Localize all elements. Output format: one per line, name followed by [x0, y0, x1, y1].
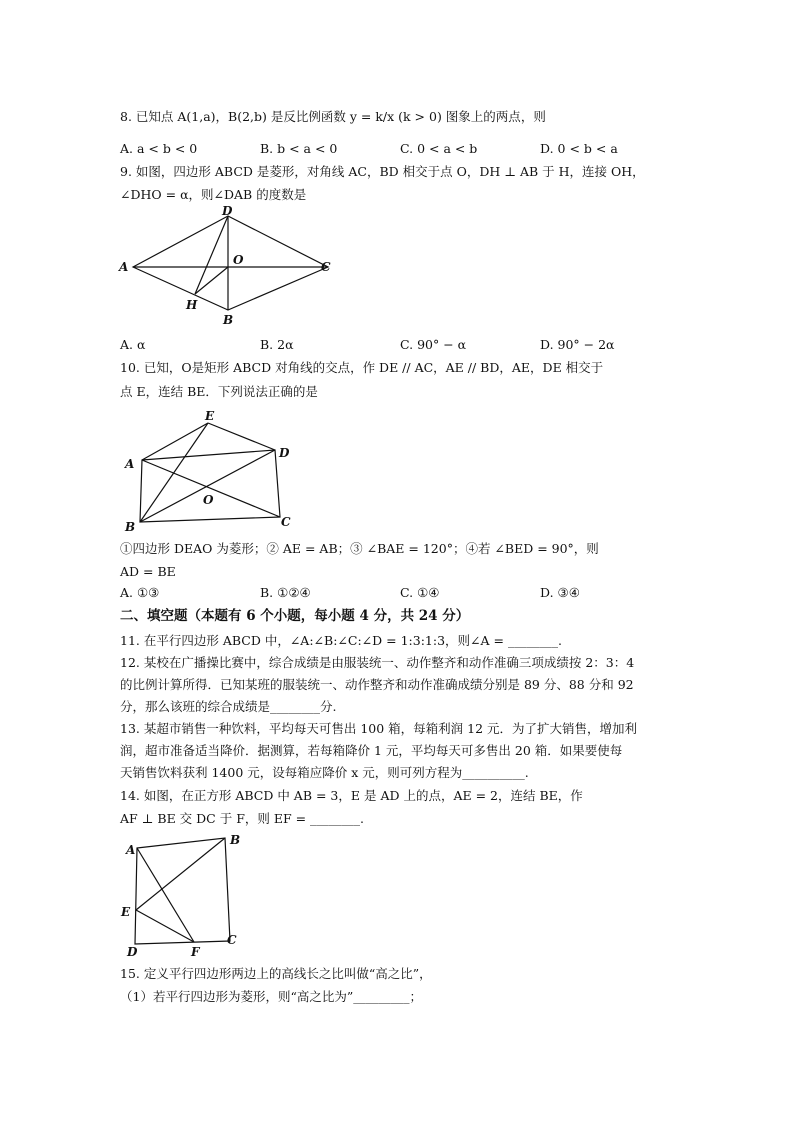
label-c: C — [227, 933, 237, 947]
label-b: B — [230, 833, 241, 847]
label-e: E — [205, 409, 215, 423]
q12-stem-line2: 的比例计算所得．已知某班的服装统一、动作整齐和动作准确成绩分别是 89 分、88 分和 92 — [120, 677, 634, 692]
label-h: H — [186, 298, 198, 312]
q9-option-d: D. 90° − 2α — [540, 337, 615, 352]
q10-statements-line2: AD = BE — [120, 564, 176, 579]
rectangle-figure — [115, 405, 315, 535]
diagonal-bd — [140, 450, 275, 522]
q10-option-a: A. ①③ — [120, 585, 160, 600]
segment-ef — [136, 910, 194, 942]
square-figure — [115, 830, 255, 960]
label-a: A — [126, 843, 136, 857]
q10-stem-line1: 10. 已知，O是矩形 ABCD 对角线的交点，作 DE // AC，AE // BD，AE，DE 相交于 — [120, 360, 604, 375]
label-a: A — [125, 457, 135, 471]
q13-stem-line1: 13. 某超市销售一种饮料，平均每天可售出 100 箱，每箱利润 12 元．为了扩大销售，增加利 — [120, 721, 638, 736]
rhombus-abcd — [133, 216, 328, 310]
q9-option-b: B. 2α — [260, 337, 294, 352]
label-o: O — [203, 493, 214, 507]
q13-stem-line2: 润，超市准备适当降价．据测算，若每箱降价 1 元，平均每天可多售出 20 箱．如果要使每 — [120, 743, 623, 758]
q14-stem-line1: 14. 如图，在正方形 ABCD 中 AB = 3，E 是 AD 上的点，AE = 2，连结 BE，作 — [120, 788, 583, 803]
q8-option-d: D. 0 < b < a — [540, 141, 618, 156]
segment-de — [208, 423, 275, 450]
rhombus-figure — [115, 205, 345, 330]
q15-stem-line2: （1）若平行四边形为菱形，则“高之比为”_________； — [120, 989, 422, 1004]
segment-be — [140, 423, 208, 522]
segment-af — [137, 848, 194, 942]
q10-statements-line1: ①四边形 DEAO 为菱形；② AE = AB；③ ∠BAE = 120°；④若 ∠BED = 90°，则 — [120, 541, 599, 556]
label-e: E — [121, 905, 131, 919]
q10-option-b: B. ①②④ — [260, 585, 311, 600]
label-b: B — [125, 520, 136, 534]
label-b: B — [223, 313, 234, 327]
label-d: D — [222, 205, 233, 218]
q9-stem-line2: ∠DHO = α，则∠DAB 的度数是 — [120, 187, 307, 202]
q14-stem-line2: AF ⊥ BE 交 DC 于 F，则 EF = ________. — [120, 811, 365, 826]
section-heading: 二、填空题（本题有 6 个小题，每小题 4 分，共 24 分） — [120, 608, 470, 624]
q8-option-c: C. 0 < a < b — [400, 141, 478, 156]
q10-option-d: D. ③④ — [540, 585, 580, 600]
q8-stem: 8. 已知点 A(1,a)，B(2,b) 是反比例函数 y = k/x (k > 0) 图象上的两点，则 — [120, 109, 546, 124]
q9-option-a: A. α — [120, 337, 146, 352]
q10-option-c: C. ①④ — [400, 585, 440, 600]
q11-stem: 11. 在平行四边形 ABCD 中，∠A:∠B:∠C:∠D = 1:3:1:3，则∠A = ________. — [120, 633, 562, 648]
label-a: A — [119, 260, 129, 274]
q15-stem-line1: 15. 定义平行四边形两边上的高线长之比叫做“高之比”， — [120, 966, 432, 981]
q12-stem-line1: 12. 某校在广播操比赛中，综合成绩是由服装统一、动作整齐和动作准确三项成绩按 2：3：4 — [120, 655, 635, 670]
q8-option-b: B. b < a < 0 — [260, 141, 338, 156]
label-f: F — [191, 945, 200, 959]
label-c: C — [281, 515, 291, 529]
label-o: O — [233, 253, 244, 267]
q9-option-c: C. 90° − α — [400, 337, 467, 352]
segment-dh — [195, 216, 228, 294]
label-c: C — [321, 260, 331, 274]
segment-ae — [142, 423, 208, 460]
square-abcd — [135, 838, 230, 944]
q8-option-a: A. a < b < 0 — [120, 141, 198, 156]
q13-stem-line3: 天销售饮料获利 1400 元，设每箱应降价 x 元，则可列方程为__________. — [120, 765, 529, 780]
q9-stem-line1: 9. 如图，四边形 ABCD 是菱形，对角线 AC，BD 相交于点 O，DH ⊥ AB 于 H，连接 OH， — [120, 164, 645, 179]
segment-be — [136, 838, 225, 910]
q10-stem-line2: 点 E，连结 BE．下列说法正确的是 — [120, 384, 318, 399]
label-d: D — [127, 945, 138, 959]
segment-oh — [195, 267, 228, 294]
label-d: D — [279, 446, 290, 460]
q12-stem-line3: 分，那么该班的综合成绩是________分. — [120, 699, 337, 714]
